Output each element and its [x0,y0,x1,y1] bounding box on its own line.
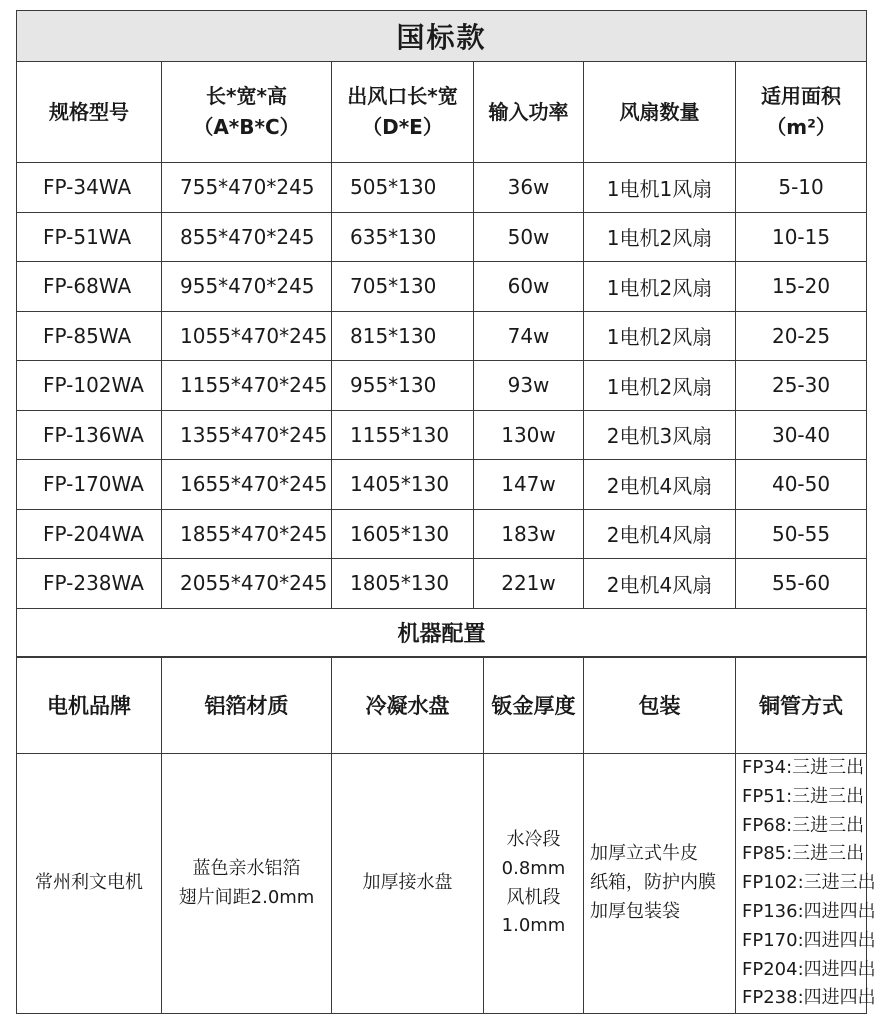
cell-model: FP-136WA [17,410,162,460]
config-header-row [17,657,867,754]
cell-area: 15-20 [736,262,867,312]
cell-area: 40-50 [736,460,867,510]
cell-outlet: 505*130 [332,163,474,213]
cell-dims: 955*470*245 [162,262,332,312]
cell-fans: 1电机2风扇 [584,311,736,361]
cell-fans: 2电机4风扇 [584,509,736,559]
config-foil: 蓝色亲水铝箔 翅片间距2.0mm [162,754,332,1014]
cell-outlet: 955*130 [332,361,474,411]
table-row [17,361,867,411]
cell-outlet: 1405*130 [332,460,474,510]
cell-dims: 1055*470*245 [162,311,332,361]
cell-model: FP-51WA [17,212,162,262]
config-header-pipes: 铜管方式 [736,657,867,754]
header-model: 规格型号 [17,62,162,163]
config-header-tray: 冷凝水盘 [332,657,484,754]
cell-model: FP-85WA [17,311,162,361]
header-area: 适用面积 （m²） [736,62,867,163]
cell-area: 10-15 [736,212,867,262]
config-pack: 加厚立式牛皮 纸箱，防护内膜 加厚包装袋 [584,754,736,1014]
cell-dims: 1355*470*245 [162,410,332,460]
cell-power: 74w [474,311,584,361]
spec-sheet [16,10,876,1014]
cell-area: 5-10 [736,163,867,213]
cell-area: 20-25 [736,311,867,361]
table-row [17,163,867,213]
cell-model: FP-238WA [17,559,162,609]
config-row [17,754,867,1014]
cell-fans: 1电机2风扇 [584,212,736,262]
cell-model: FP-68WA [17,262,162,312]
config-pipes: FP34:三进三出 FP51:三进三出 FP68:三进三出 FP85:三进三出 FP102:三进三出 FP136:四进四出 FP170:四进四出 FP204:四进四出 FP238:四进四出 [736,754,867,1014]
cell-fans: 2电机3风扇 [584,410,736,460]
config-header-motor: 电机品牌 [17,657,162,754]
config-motor: 常州利文电机 [17,754,162,1014]
cell-fans: 2电机4风扇 [584,460,736,510]
table-row [17,311,867,361]
cell-power: 183w [474,509,584,559]
cell-area: 50-55 [736,509,867,559]
cell-dims: 855*470*245 [162,212,332,262]
cell-outlet: 1605*130 [332,509,474,559]
cell-power: 147w [474,460,584,510]
cell-area: 55-60 [736,559,867,609]
cell-power: 130w [474,410,584,460]
cell-power: 36w [474,163,584,213]
cell-model: FP-170WA [17,460,162,510]
cell-model: FP-204WA [17,509,162,559]
table-row [17,410,867,460]
config-header-foil: 铝箔材质 [162,657,332,754]
cell-power: 93w [474,361,584,411]
table-row [17,262,867,312]
table-row [17,212,867,262]
config-header-sheet: 钣金厚度 [484,657,584,754]
cell-outlet: 635*130 [332,212,474,262]
cell-power: 221w [474,559,584,609]
cell-fans: 1电机2风扇 [584,262,736,312]
cell-power: 50w [474,212,584,262]
header-power: 输入功率 [474,62,584,163]
config-table [16,656,876,1014]
cell-area: 30-40 [736,410,867,460]
cell-outlet: 1805*130 [332,559,474,609]
cell-dims: 1855*470*245 [162,509,332,559]
config-sheet: 水冷段 0.8mm 风机段 1.0mm [484,754,584,1014]
cell-model: FP-102WA [17,361,162,411]
cell-dims: 2055*470*245 [162,559,332,609]
config-tray: 加厚接水盘 [332,754,484,1014]
cell-outlet: 815*130 [332,311,474,361]
cell-area: 25-30 [736,361,867,411]
cell-fans: 1电机2风扇 [584,361,736,411]
header-fans: 风扇数量 [584,62,736,163]
cell-fans: 1电机1风扇 [584,163,736,213]
cell-dims: 1655*470*245 [162,460,332,510]
cell-power: 60w [474,262,584,312]
cell-model: FP-34WA [17,163,162,213]
config-title: 机器配置 [17,608,867,657]
spec-table [16,10,867,658]
header-dims: 长*宽*高 （A*B*C） [162,62,332,163]
table-row [17,559,867,609]
spec-header-row [17,62,867,163]
header-outlet: 出风口长*宽 （D*E） [332,62,474,163]
cell-dims: 1155*470*245 [162,361,332,411]
cell-dims: 755*470*245 [162,163,332,213]
config-header-pack: 包装 [584,657,736,754]
table-row [17,509,867,559]
page-title: 国标款 [17,11,867,62]
cell-outlet: 705*130 [332,262,474,312]
table-row [17,460,867,510]
cell-fans: 2电机4风扇 [584,559,736,609]
cell-outlet: 1155*130 [332,410,474,460]
